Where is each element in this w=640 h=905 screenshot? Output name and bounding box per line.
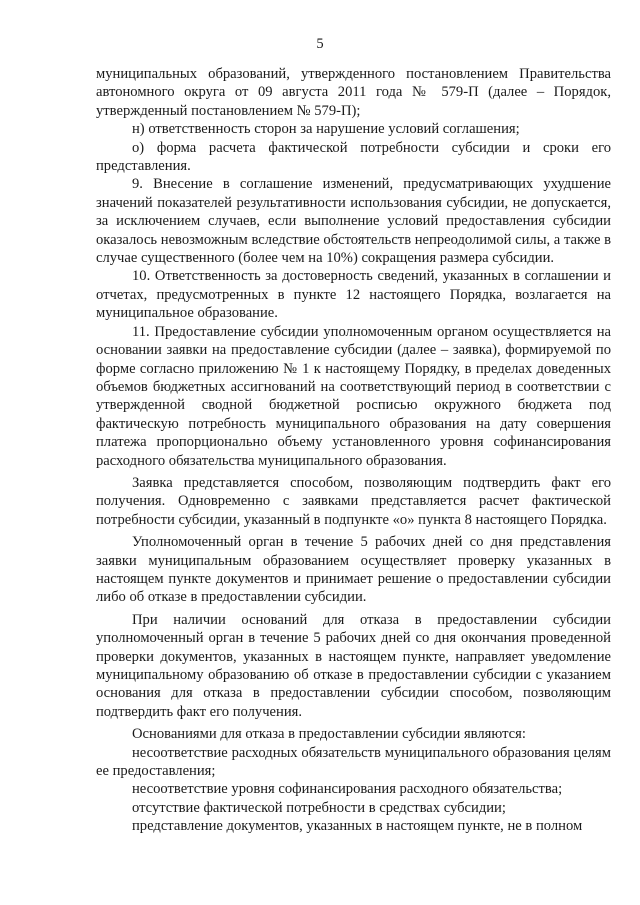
paragraph: 9. Внесение в соглашение изменений, предусматривающих ухудшение значений показателей результативности использования субсидии, не допускается, за исключением случаев, если выполнение условий предоставления субсидии оказалось невозможным вследствие обстоятельств непреодолимой силы, а также в случае существенного (более чем на 10%) сокращения размера субсидии. bbox=[96, 176, 611, 267]
paragraph: Основаниями для отказа в предоставлении субсидии являются: bbox=[132, 726, 526, 743]
list-item: н) ответственность сторон за нарушение условий соглашения; bbox=[132, 121, 520, 138]
list-item: несоответствие уровня софинансирования расходного обязательства; bbox=[132, 781, 563, 798]
paragraph: муниципальных образований, утвержденного постановлением Правительства автономного округа от 09 августа 2011 года № 579-П (далее – Порядок, утвержденный постановлением № 579-П); bbox=[96, 66, 611, 119]
page-number: 5 bbox=[316, 36, 324, 52]
list-item: о) форма расчета фактической потребности субсидии и сроки его представления. bbox=[96, 139, 611, 175]
paragraph: Уполномоченный орган в течение 5 рабочих дней со дня представления заявки муниципальным образованием осуществляет проверку указанных в настоящем пункте документов и принимает решение о предоставлении субсидии либо об отказе в предоставлении субсидии. bbox=[96, 534, 611, 606]
document-body bbox=[96, 65, 611, 836]
paragraph: При наличии оснований для отказа в предоставлении субсидии уполномоченный орган в течение 5 рабочих дней со дня окончания проведенной проверки документов, указанных в настоящем пункте, направляет уведомление муниципальному образованию об отказе в предоставлении субсидии с указанием основания для отказа в предоставлении субсидии способом, позволяющим подтвердить факт его получения. bbox=[96, 611, 611, 720]
paragraph: Заявка представляется способом, позволяющим подтвердить факт его получения. Одновременно с заявками представляется расчет фактической потребности субсидии, указанный в подпункте «о» пункта 8 настоящего Порядка. bbox=[96, 474, 611, 528]
paragraph: 11. Предоставление субсидии уполномоченным органом осуществляется на основании заявки на предоставление субсидии (далее – заявка), формируемой по форме согласно приложению № 1 к настоящему Порядку, в пределах доведенных объемов бюджетных ассигнований на соответствующий период в соответствии с утвержденной сводной бюджетной росписью окружного бюджета под фактическую потребность муниципального образования на дату совершения платежа пропорционально объему установленного уровня софинансирования расходного обязательства муниципального образования. bbox=[96, 323, 611, 469]
list-item: отсутствие фактической потребности в средствах субсидии; bbox=[132, 799, 506, 816]
list-item: несоответствие расходных обязательств муниципального образования целям ее предоставления; bbox=[96, 744, 611, 780]
list-item: представление документов, указанных в настоящем пункте, не в полном bbox=[132, 818, 583, 835]
paragraph: 10. Ответственность за достоверность сведений, указанных в соглашении и отчетах, предусмотренных в пункте 12 настоящего Порядка, возлагается на муниципальное образование. bbox=[96, 268, 611, 322]
